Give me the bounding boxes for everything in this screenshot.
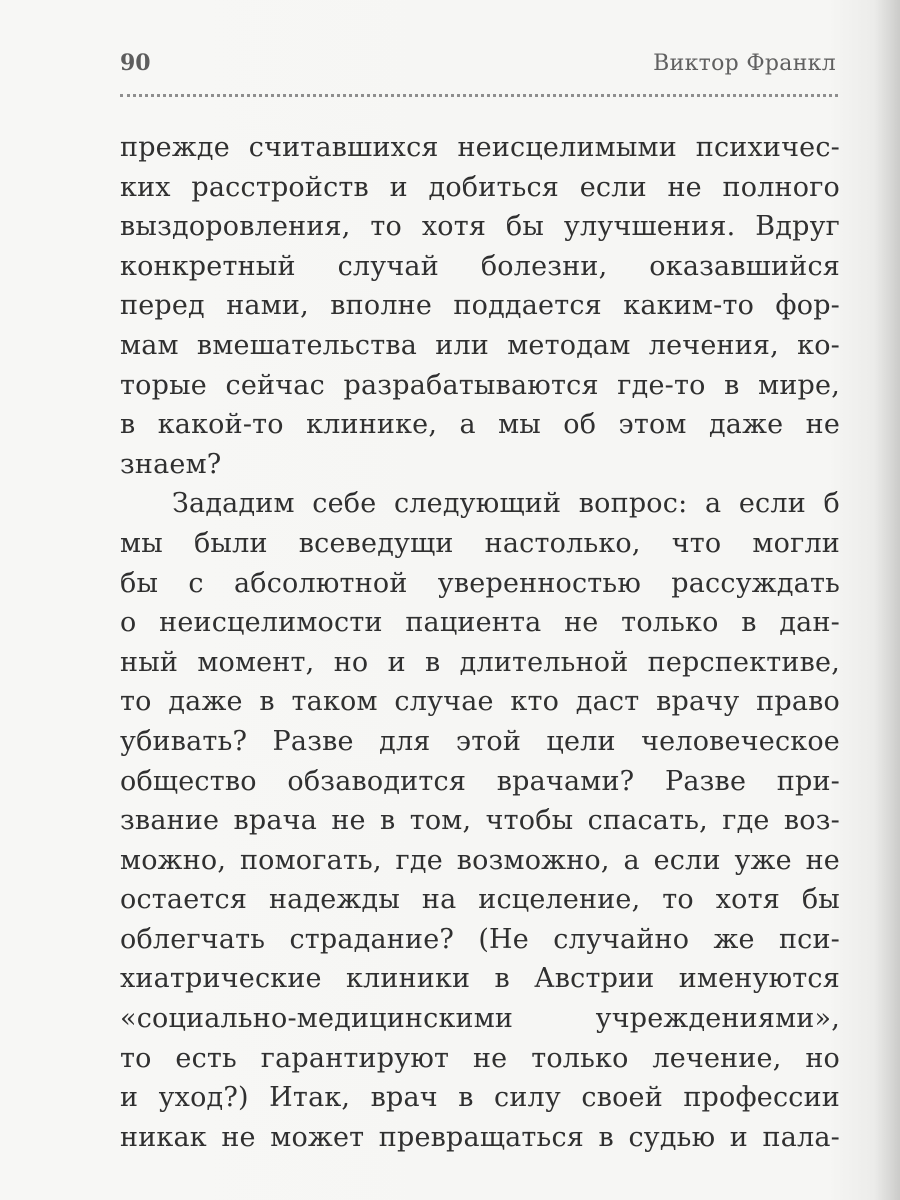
text-line: конкретный случай болезни, оказавшийся bbox=[120, 250, 840, 282]
text-line: в какой-то клинике, а мы об этом даже не bbox=[120, 409, 840, 441]
text-line: убивать? Разве для этой цели человеческое bbox=[120, 725, 840, 757]
text-line: знаем? bbox=[120, 448, 222, 480]
page-number: 90 bbox=[120, 50, 151, 76]
author-name: Виктор Франкл bbox=[653, 51, 836, 76]
text-line: никак не может превращаться в судью и пала- bbox=[120, 1121, 840, 1153]
text-line: то есть гарантируют не только лечение, но bbox=[120, 1042, 840, 1074]
text-line: перед нами, вполне поддается каким-то фор- bbox=[120, 290, 840, 322]
text-line: можно, помогать, где возможно, а если уже не bbox=[120, 844, 840, 876]
text-line: мам вмешательства или методам лечения, ко- bbox=[120, 329, 840, 361]
text-line: бы с абсолютной уверенностью рассуждать bbox=[120, 567, 840, 599]
text-line: общество обзаводится врачами? Разве при- bbox=[120, 765, 840, 797]
text-line: прежде считавшихся неисцелимыми психичес- bbox=[120, 132, 840, 163]
text-line: то даже в таком случае кто даст врачу право bbox=[120, 686, 840, 718]
header-dotted-rule bbox=[120, 94, 838, 97]
text-line: торые сейчас разрабатываются где-то в мире, bbox=[120, 369, 840, 401]
text-line: ких расстройств и добиться если не полного bbox=[120, 171, 840, 203]
body-text bbox=[120, 128, 840, 1157]
text-line: «социально-медицинскими учреждениями», bbox=[120, 1003, 840, 1035]
text-line: и уход?) Итак, врач в силу своей профессии bbox=[120, 1082, 840, 1114]
running-head bbox=[120, 48, 838, 88]
text-line: выздоровления, то хотя бы улучшения. Вдруг bbox=[120, 211, 840, 243]
text-line: о неисцелимости пациента не только в дан- bbox=[120, 607, 840, 639]
page-edge-shadow bbox=[874, 0, 900, 1200]
text-line: ный момент, но и в длительной перспективе, bbox=[120, 646, 840, 678]
text-line: мы были всеведущи настолько, что могли bbox=[120, 527, 840, 559]
text-line: остается надежды на исцеление, то хотя бы bbox=[120, 884, 840, 916]
text-line: хиатрические клиники в Австрии именуются bbox=[120, 963, 840, 995]
text-line: звание врача не в том, чтобы спасать, где воз- bbox=[120, 805, 840, 837]
paragraph-1 bbox=[120, 128, 840, 484]
text-line: Зададим себе следующий вопрос: а если б bbox=[172, 488, 840, 520]
paragraph-2 bbox=[120, 484, 840, 1157]
text-line: облегчать страдание? (Не случайно же пси- bbox=[120, 923, 840, 955]
